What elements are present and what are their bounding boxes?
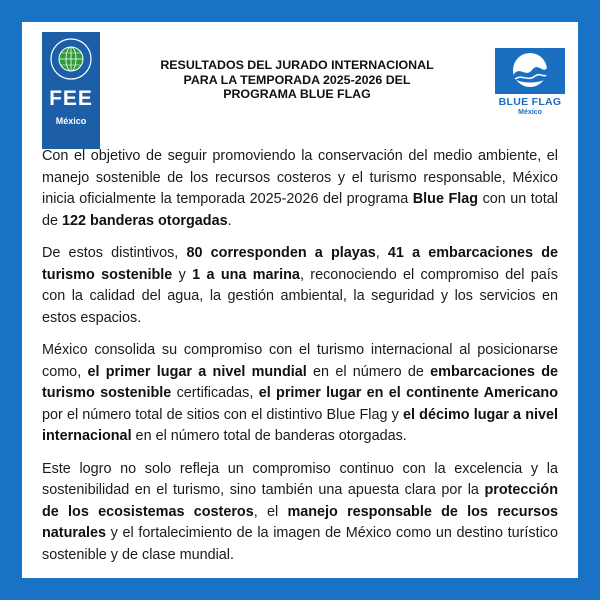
body-paragraph — [42, 146, 558, 232]
globe-icon — [50, 38, 92, 80]
paragraph-text: , reconociendo el compromiso del país con la calidad del agua, la gestión ambiental, la seguridad y los servicios en estos espacios. — [42, 266, 558, 326]
paragraph-text: Con el objetivo de seguir promoviendo la conservación del medio ambiente, el manejo sostenible de los recursos costeros y el turismo responsable, México inicia oficialmente la temporada 2025-2026 del programa — [42, 148, 558, 207]
body-paragraph — [42, 340, 558, 448]
blue-flag-logo — [493, 48, 567, 124]
highlight-text: el décimo lugar a nivel internacional — [42, 406, 558, 444]
highlight-text: 41 a embarcaciones de turismo sostenible — [42, 245, 559, 283]
paragraph-text: en el número de — [306, 363, 431, 380]
highlight-text: 122 banderas otorgadas — [62, 212, 228, 229]
highlight-text: el primer lugar en el continente Americano — [258, 385, 558, 401]
paragraph-text: De estos distintivos, — [42, 245, 187, 261]
highlight-text: embarcaciones de turismo sostenible — [42, 363, 558, 401]
title-line: PARA LA TEMPORADA 2025-2026 DEL — [183, 72, 411, 87]
paragraph-text: . — [227, 212, 232, 229]
title-line: PROGRAMA BLUE FLAG — [223, 87, 371, 101]
blue-flag-logo-country: México — [518, 109, 542, 116]
paragraph-text: Este logro no solo refleja un compromiso continuo con la excelencia y la sostenibilidad en el turismo, sino también una apuesta clara por la — [42, 460, 558, 498]
highlight-text: Blue Flag — [412, 191, 479, 207]
wave-flag-icon — [495, 48, 565, 94]
highlight-text: el primer lugar a nivel mundial — [87, 363, 307, 380]
paragraph-text: México consolida su compromiso con el turismo internacional al posicionarse como, — [42, 342, 558, 380]
body-paragraph — [42, 243, 558, 329]
fee-logo — [42, 32, 100, 149]
paragraph-text: con un total de — [42, 191, 559, 229]
paragraph-text: y — [172, 266, 193, 283]
body-paragraph — [42, 459, 558, 567]
paragraph-text: por el número total de sitios con el distintivo Blue Flag y — [42, 406, 404, 423]
paragraph-text: , el — [253, 503, 288, 520]
highlight-text: protección de los ecosistemas costeros — [42, 482, 558, 520]
page-title — [122, 58, 472, 102]
highlight-text: manejo responsable de los recursos naturales — [42, 503, 558, 541]
blue-flag-emblem — [495, 48, 565, 94]
title-line: RESULTADOS DEL JURADO INTERNACIONAL — [160, 58, 434, 72]
announcement-card — [22, 22, 578, 578]
fee-logo-name: FEE — [49, 87, 93, 110]
highlight-text: 1 a una marina — [192, 266, 300, 283]
blue-flag-logo-name: BLUE FLAG — [498, 96, 562, 108]
highlight-text: 80 corresponden a playas — [186, 245, 376, 261]
fee-logo-country: México — [55, 116, 87, 126]
paragraph-text: y el fortalecimiento de la imagen de México como un destino turístico sostenible y de clase mundial. — [42, 525, 558, 563]
paragraph-text: certificadas, — [171, 385, 259, 401]
paragraph-text: en el número total de banderas otorgadas. — [131, 428, 407, 444]
announcement-body — [42, 146, 558, 577]
paragraph-text: , — [375, 245, 388, 261]
